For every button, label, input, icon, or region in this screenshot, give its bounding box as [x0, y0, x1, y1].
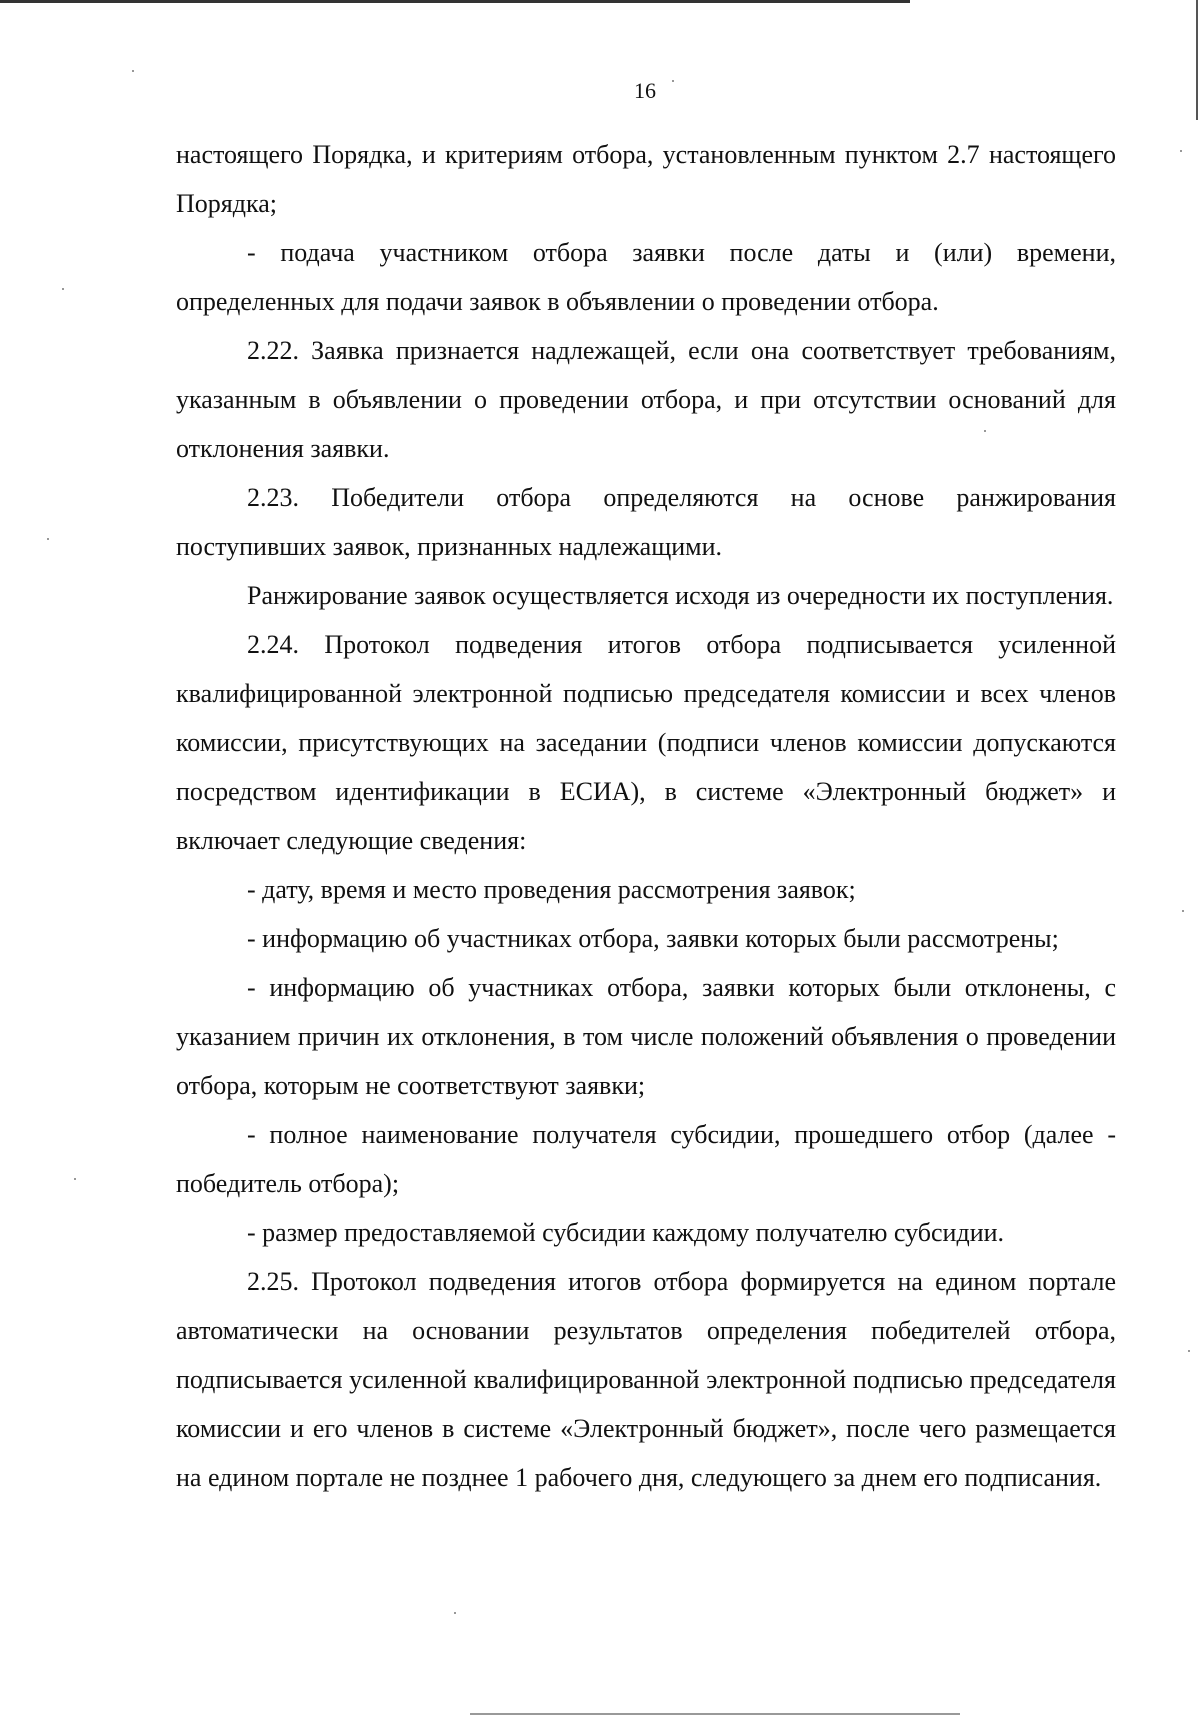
paragraph-clause-2-22: 2.22. Заявка признается надлежащей, если она соответствует требованиям, указанным в объявлении о проведении отбора, и при отсутствии оснований для отклонения заявки.	[176, 336, 1116, 463]
scan-speck	[1182, 910, 1184, 912]
list-item-recipient: - полное наименование получателя субсидии, прошедшего отбор (далее - победитель отбора);	[176, 1120, 1116, 1198]
list-item-rejected: - информацию об участниках отбора, заявки которых были отклонены, с указанием причин их отклонения, в том числе положений объявления о проведении отбора, которым не соответствуют заявки;	[176, 973, 1116, 1100]
paragraph-clause-2-24: 2.24. Протокол подведения итогов отбора подписывается усиленной квалифицированной электронной подписью председателя комиссии и всех членов комиссии, присутствующих на заседании (подписи членов комиссии допускаются посредством идентификации в ЕСИА), в системе «Электронный бюджет» и включает следующие сведения:	[176, 630, 1116, 855]
list-item-date: - дату, время и место проведения рассмотрения заявок;	[247, 875, 856, 904]
scan-speck	[62, 288, 64, 290]
scan-speck	[1188, 1350, 1190, 1352]
paragraph-ranking: Ранжирование заявок осуществляется исходя из очередности их поступления.	[247, 581, 1114, 610]
document-body	[176, 130, 1116, 1502]
scan-edge-top	[0, 0, 910, 3]
page-number: 16	[634, 78, 656, 103]
paragraph-clause-2-25: 2.25. Протокол подведения итогов отбора формируется на едином портале автоматически на основании результатов определения победителей отбора, подписывается усиленной квалифицированной электронной подписью председателя комиссии и его членов в системе «Электронный бюджет», после чего размещается на едином портале не позднее 1 рабочего дня, следующего за днем его подписания.	[176, 1267, 1116, 1492]
scan-speck	[1180, 150, 1182, 152]
paragraph-clause-2-23: 2.23. Победители отбора определяются на основе ранжирования поступивших заявок, признанных надлежащими.	[176, 483, 1116, 561]
scan-speck	[454, 1612, 456, 1614]
scan-speck	[132, 70, 134, 72]
paragraph-2: - подача участником отбора заявки после даты и (или) времени, определенных для подачи заявок в объявлении о проведении отбора.	[176, 238, 1116, 316]
scan-speck	[74, 1178, 76, 1180]
list-item-reviewed: - информацию об участниках отбора, заявки которых были рассмотрены;	[247, 924, 1059, 953]
scan-speck	[47, 538, 49, 540]
paragraph-1: настоящего Порядка, и критериям отбора, установленным пунктом 2.7 настоящего Порядка;	[176, 140, 1116, 218]
list-item-amount: - размер предоставляемой субсидии каждому получателю субсидии.	[247, 1218, 1005, 1247]
